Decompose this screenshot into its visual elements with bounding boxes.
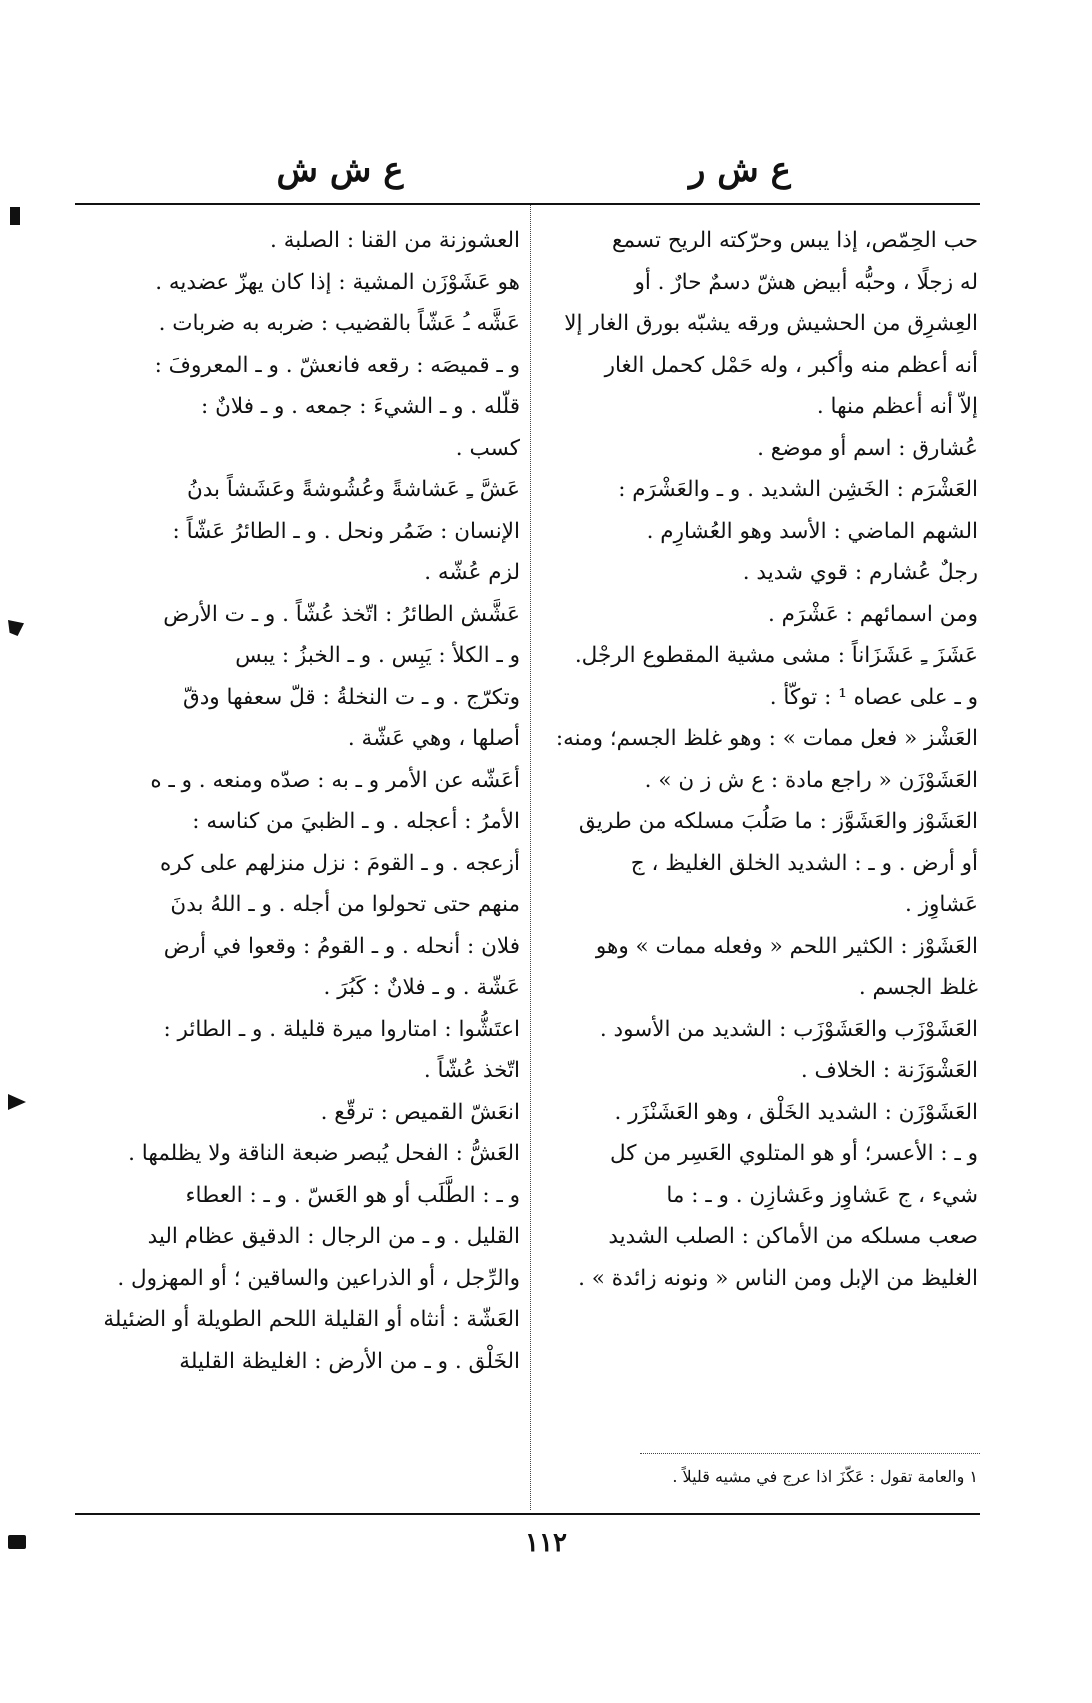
- margin-mark: [8, 1535, 26, 1549]
- text-line: الشهم الماضي : الأسد وهو العُشارِم .: [646, 518, 978, 544]
- footnote: ١ والعامة تقول : عَكّزَ اذا عرج في مشيه قليلاً .: [672, 1467, 978, 1486]
- text-line: و ـ الكلأ : يَبِس . و ـ الخبزُ : يبس: [235, 643, 520, 668]
- text-line: شيء ، ج عَشاوِز وعَشازِن . و ـ : ما: [666, 1182, 978, 1208]
- text-line: حب الحِمّص، إذا يبس وحرّكته الريح تسمع: [612, 228, 978, 253]
- text-line: أنه أعظم منه وأكبر ، وله حَمْل كحمل الغار: [604, 352, 978, 378]
- margin-mark: [10, 207, 20, 225]
- text-line: عُشارق : اسم أو موضع .: [757, 435, 978, 461]
- text-line: رجلٌ عُشارم : قوي شديد .: [742, 560, 978, 585]
- text-line: منهم حتى تحولوا من أجله . و ـ اللهُ بدنَ: [170, 892, 520, 917]
- text-line: العَشَوْزَن : الشديد الخَلْق ، وهو العَشَنْزَر .: [614, 1099, 978, 1125]
- text-line: أصلها ، وهي عَشّة .: [347, 726, 520, 751]
- text-line: و ـ على عصاه ¹ : توكّأ .: [769, 684, 978, 710]
- text-line: العَشْز « فعل ممات » : وهو غلظ الجسم؛ ومنه:: [555, 726, 978, 751]
- text-line: اتّخذ عُشّاً .: [423, 1058, 520, 1083]
- text-line: لزم عُشّه .: [424, 560, 520, 585]
- left-column: [76, 220, 520, 1382]
- text-line: و ـ : الطَّلَب أو هو العَسّ . و ـ : العطاء: [185, 1182, 520, 1208]
- text-line: انعَشّ القميص : ترقّع .: [320, 1099, 520, 1125]
- text-line: العَشَوْز : الكثير اللحم « وفعله ممات » وهو: [595, 933, 978, 959]
- text-line: العَشُّ : الفحل يُبصر ضبعة الناقة ولا يظلمها .: [128, 1141, 520, 1166]
- text-line: العَشَوْزَب والعَشَوْزَب : الشديد من الأسود .: [599, 1016, 978, 1042]
- text-line: عَشاوِز .: [905, 892, 978, 917]
- text-line: العَشْرَم : الخَشِن الشديد . و ـ والعَشْرَم :: [618, 477, 978, 502]
- text-line: وتكرّج . و ـ ت النخلةُ : قلّ سعفها ودقّ: [183, 684, 520, 710]
- text-line: الخَلْق . و ـ من الأرض : الغليظة القليلة: [179, 1348, 520, 1374]
- text-line: و ـ : الأعسر؛ أو هو المتلوي العَسِر من كل: [609, 1141, 978, 1166]
- text-line: عَشَّه ـُ عَشّاً بالقضيب : ضربه به ضربات .: [158, 311, 520, 336]
- text-line: ومن اسمائهم : عَشْرَم .: [767, 601, 978, 627]
- header-rule: [75, 203, 980, 205]
- text-line: أزعجه . و ـ القومَ : نزل منزلهم على كره: [159, 850, 520, 876]
- text-line: العَشَوْزَن « راجع مادة : ع ش ز ن » .: [644, 767, 978, 793]
- text-line: فلان : أنحله . و ـ القومُ : وقعوا في أرض: [163, 933, 520, 959]
- text-line: الإنسان : ضَمُر ونحل . و ـ الطائرُ عَشّاً :: [172, 518, 520, 544]
- text-line: العَشَوْز والعَشَوَّز : ما صَلُبَ مسلكه من طريق: [578, 809, 978, 834]
- text-line: عَشَزَ ـِ عَشَزَاناً : مشى مشية المقطوع الرجْل.: [574, 643, 978, 668]
- text-line: العِشرِق من الحشيش ورقه يشبّه بورق الغار إلا: [564, 311, 978, 336]
- text-line: الأمرُ : أعجله . و ـ الظبيَ من كناسه :: [192, 809, 520, 834]
- text-line: صعب مسلكه من الأماكن : الصلب الشديد: [608, 1224, 978, 1249]
- text-line: إلاّ أنه أعظم منها .: [816, 394, 978, 419]
- text-line: عَشّة . و ـ فلانٌ : كَبُرَ .: [323, 975, 520, 1000]
- footer-rule: [75, 1513, 980, 1515]
- right-column: [538, 220, 978, 1299]
- text-line: كسب .: [455, 435, 520, 461]
- text-line: القليل . و ـ من الرجال : الدقيق عظام اليد: [147, 1224, 520, 1249]
- text-line: قلّله . و ـ الشيءَ : جمعه . و ـ فلانٌ :: [201, 394, 520, 419]
- text-line: اعتَشُّوا : امتاروا ميرة قليلة . و ـ الطائر :: [163, 1016, 520, 1042]
- text-line: غلظ الجسم .: [858, 975, 978, 1000]
- text-line: العشوزنة من القنا : الصلبة .: [270, 228, 520, 253]
- text-line: و ـ قميصَه : رقعه فانعشّ . و ـ المعروفَ :: [154, 352, 520, 378]
- text-line: عَشَّ ـِ عَشاشةً وعُشُوشةً وعَشَشاً بدنُ: [186, 477, 520, 502]
- text-line: العَشّة : أنثاه أو القليلة اللحم الطويلة أو الضئيلة: [103, 1307, 520, 1332]
- text-line: العَشْوَزَنة : الخلاف .: [800, 1058, 978, 1083]
- page-number: ١١٢: [525, 1528, 567, 1558]
- column-separator: [530, 205, 532, 1510]
- header-root-right: ع ش ر: [689, 150, 791, 190]
- text-line: عَشَّش الطائرُ : اتّخذ عُشّاً . و ـ ت الأرض: [163, 601, 520, 627]
- margin-mark: [8, 620, 24, 636]
- text-line: الغليظ من الإبل ومن الناس « ونونه زائدة » .: [578, 1265, 978, 1291]
- footnote-rule: [640, 1453, 980, 1454]
- header-root-left: ع ش ش: [276, 150, 404, 190]
- text-line: أو أرض . و ـ : الشديد الخلق الغليظ ، ج: [630, 850, 978, 876]
- margin-mark: [8, 1094, 26, 1110]
- text-line: والرِّجل ، أو الذراعين والساقين ؛ أو المهزول .: [117, 1265, 520, 1291]
- text-line: هو عَشَوْزَن المشية : إذا كان يهزّ عضديه .: [155, 269, 520, 295]
- text-line: له زجلًا ، وحبُّه أبيض هشّ دسمٌ حارٌ . أو: [634, 269, 978, 295]
- text-line: أعَشّه عن الأمر و ـ به : صدّه ومنعه . و ـ ه: [150, 767, 520, 793]
